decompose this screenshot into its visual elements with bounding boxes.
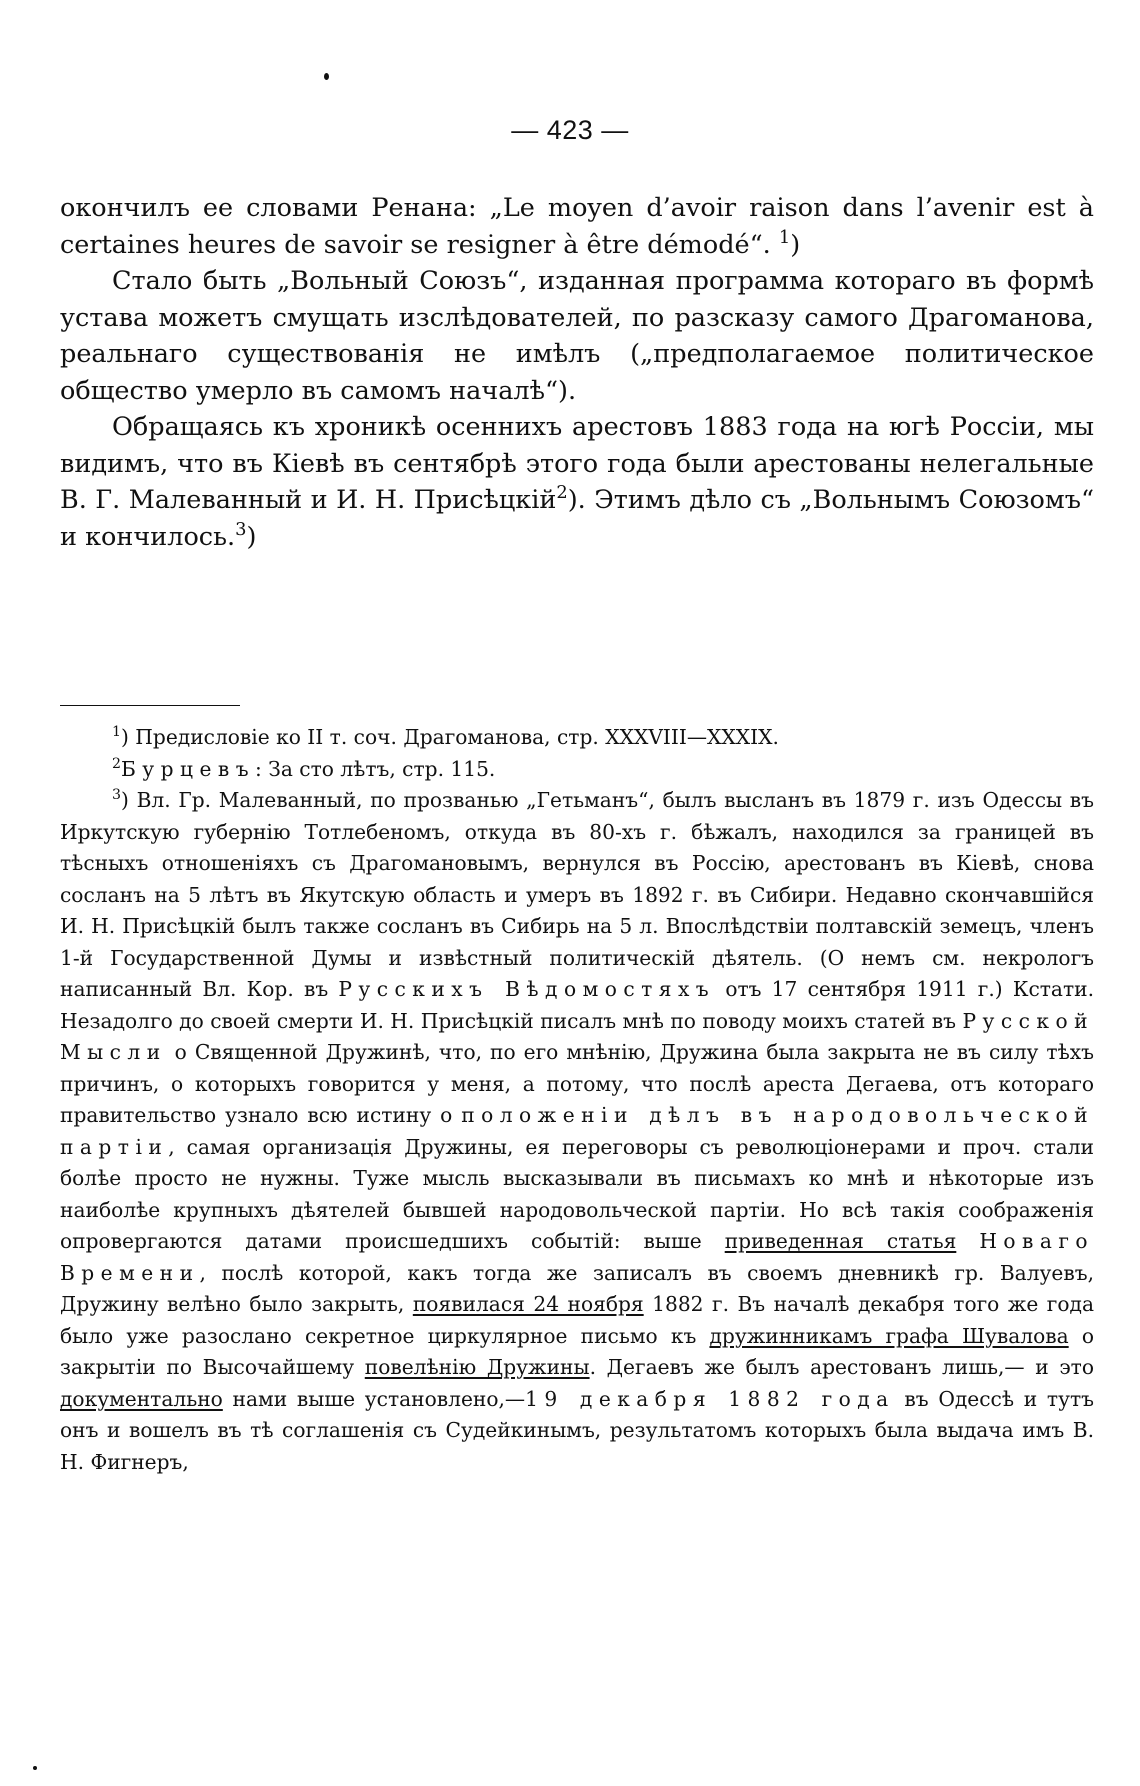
- footnote-3-underlined-5: документально: [60, 1386, 223, 1411]
- paragraph-3: [60, 409, 1094, 555]
- footnote-3-text: о закрытіи по Высочайшему: [60, 1323, 1094, 1379]
- footnote-2: [60, 754, 1094, 786]
- footnote-3-date: 19 декабря 1882 года: [525, 1386, 895, 1411]
- footnote-2-text: : За сто лѣтъ, стр. 115.: [255, 756, 496, 781]
- footnote-2-mark: 2: [112, 755, 121, 772]
- ink-speck: [324, 73, 329, 80]
- footnote-3-emphasis: положеніи дѣлъ въ народовольческой партіи: [60, 1103, 1095, 1159]
- footnote-3: [60, 785, 1094, 1478]
- page-number: — 423 —: [511, 115, 629, 145]
- footnote-ref-1: 1: [778, 226, 791, 248]
- footnote-3-text: отъ 17 сентября 1911 г.) Кстати. Незадолго до своей смерти И. Н. Присѣцкій писалъ мнѣ по поводу моихъ статей въ: [60, 977, 1095, 1033]
- footnote-3-underlined-2: появилася 24 ноября: [412, 1292, 644, 1316]
- ink-speck: [33, 1766, 37, 1770]
- footnote-3-underlined-1: приведенная статья: [724, 1229, 957, 1253]
- paragraph-3-text-b: ). Этимъ дѣло съ „Вольнымъ Союзомъ“ и кончилось.: [60, 485, 1094, 552]
- paragraph-2: Стало быть „Вольный Союзъ“, изданная программа котораго въ формѣ устава можетъ смущать изслѣдователей, по разсказу самого Драгоманова, реальнаго существованія не имѣлъ („предполагаемое политическое общество умерло въ самомъ началѣ“).: [60, 266, 1094, 406]
- footnote-ref-3-paren: ): [246, 521, 257, 552]
- footnote-3-text: , послѣ которой, какъ тогда же записалъ въ своемъ дневникѣ гр. Валуевъ, Дружину велѣно было закрыть,: [60, 1260, 1094, 1316]
- footnote-3-text: о Священной Дружинѣ, что, по его мнѣнію, Дружина была закрыта не въ силу тѣхъ причинъ, о которыхъ говорится у меня, а потому, что послѣ ареста Дегаева, отъ котораго правительство узнало всю истину о: [60, 1040, 1094, 1127]
- footnote-2-author: Бурцевъ: [121, 756, 256, 781]
- paragraph-3-text-a: Обращаясь къ хроникѣ осеннихъ арестовъ 1883 года на югѣ Россіи, мы видимъ, что въ Кіевѣ въ сентябрѣ этого года были арестованы нелегальные В. Г. Малеванный и И. Н. Присѣцкій: [60, 412, 1094, 515]
- footnote-1: [60, 722, 1094, 754]
- footnote-3-mark: 3: [112, 787, 121, 804]
- footnote-3-periodical-3: Новаго Времени: [60, 1229, 1094, 1285]
- footnote-ref-1-paren: ): [790, 229, 801, 260]
- footnote-3-underlined-4: повелѣнію Дружины: [364, 1355, 590, 1379]
- footnote-3-text: 1882 г. Въ началѣ декабря того же года было уже разослано секретное циркулярное письмо къ: [60, 1292, 1094, 1348]
- footnote-3-text: [956, 1229, 979, 1253]
- paragraph-1-text: окончилъ ее словами Ренана: „Le moyen d’avoir raison dans l’avenir est à certaines heures de savoir se resigner à être démodé“.: [60, 193, 1094, 260]
- footnote-3-underlined-3: дружинникамъ графа Шувалова: [709, 1323, 1069, 1348]
- footnote-ref-2: 2: [556, 482, 568, 504]
- footnote-separator: [60, 705, 240, 706]
- footnote-3-text: ) Вл. Гр. Малеванный, по прозванью „Гетьманъ“, былъ высланъ въ 1879 г. изъ Одессы въ Иркутскую губернію Тотлебеномъ, откуда въ 80-хъ г. бѣжалъ, находился за границей въ тѣсныхъ отношеніяхъ съ Драгомановымъ, вернулся въ Россію, арестованъ въ Кіевѣ, снова сосланъ на 5 лѣтъ въ Якутскую область и умеръ въ 1892 г. въ Сибири. Недавно скончавшійся И. Н. Присѣцкій былъ также сосланъ въ Сибирь на 5 л. Впослѣдствіи полтавскій земецъ, членъ 1-й Государственной Думы и извѣстный политическій дѣятель. (О немъ см. некрологъ написанный Вл. Кор. въ: [60, 788, 1094, 1001]
- main-text: [60, 190, 1094, 555]
- footnote-1-text: ) Предисловіе ко II т. соч. Драгоманова, стр. XXXVIII—XXXIX.: [121, 725, 779, 749]
- footnote-3-text: . Дегаевъ же былъ арестованъ лишь,— и это: [589, 1355, 1094, 1379]
- footnote-3-periodical-1: Русскихъ Вѣдомостяхъ: [338, 977, 716, 1001]
- footnote-ref-3: 3: [235, 518, 247, 540]
- footnote-3-text: , самая организація Дружины, ея переговоры съ революціонерами и проч. стали болѣе просто не нужны. Туже мысль высказывали въ письмахъ ко мнѣ и нѣкоторые изъ наиболѣе крупныхъ дѣятелей бывшей народовольческой партіи. Но всѣ такія соображенія опровергаются датами происшедшихъ событій: выше: [60, 1134, 1094, 1253]
- paragraph-1: [60, 190, 1094, 263]
- footnotes: [60, 722, 1094, 1478]
- footnote-1-mark: 1: [112, 724, 121, 741]
- footnote-3-text: нами выше установлено,—: [222, 1386, 526, 1411]
- footnote-3-periodical-2: Русской Мысли: [60, 1008, 1094, 1064]
- footnote-3-text: въ Одессѣ и тутъ онъ и вошелъ въ тѣ соглашенія съ Судейкинымъ, результатомъ которыхъ была выдача имъ В. Н. Фигнеръ,: [60, 1386, 1094, 1474]
